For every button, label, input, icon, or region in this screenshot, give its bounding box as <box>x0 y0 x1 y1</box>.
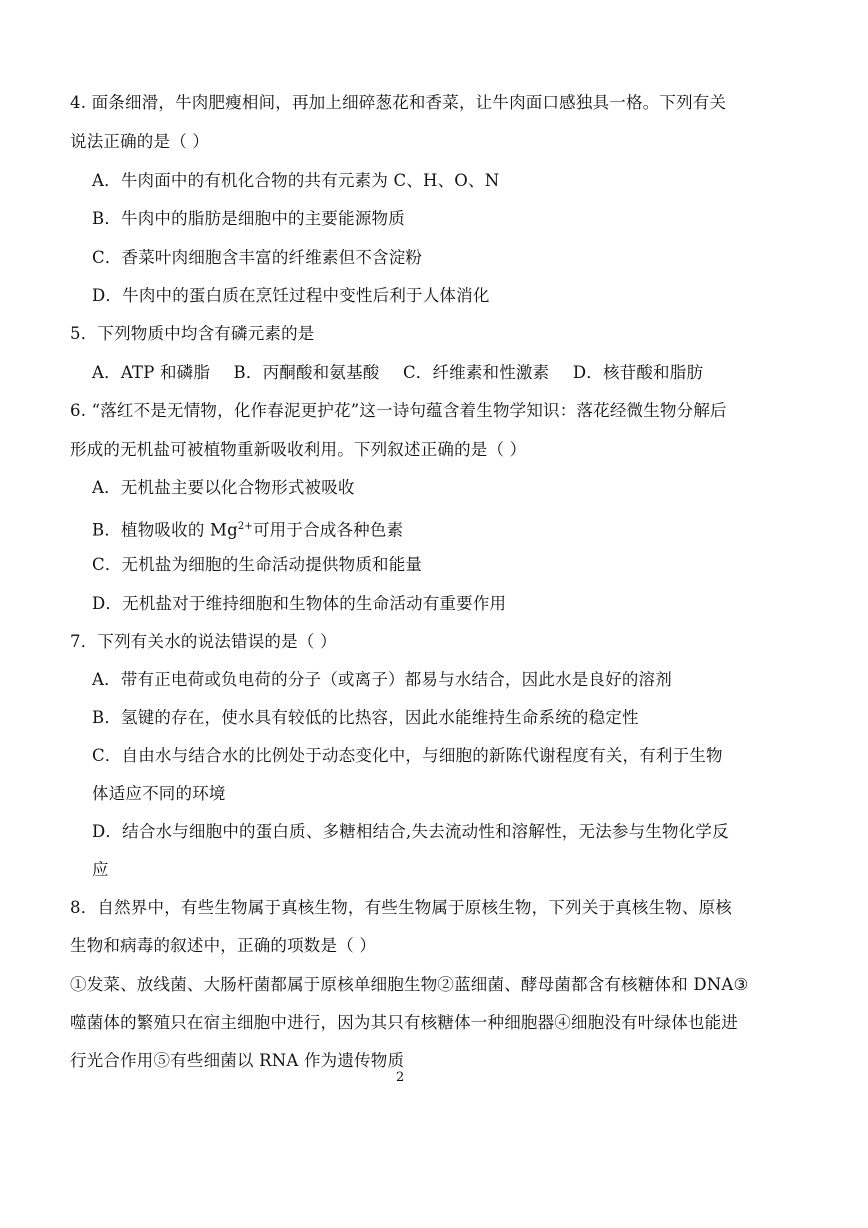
q8-stem-line1: 8．自然界中，有些生物属于真核生物，有些生物属于原核生物，下列关于真核生物、原核 <box>70 898 732 917</box>
q6-option-c: C．无机盐为细胞的生命活动提供物质和能量 <box>92 555 423 574</box>
q4-stem-line2: 说法正确的是（ ） <box>70 132 210 151</box>
q6-stem-line1: 6. “落红不是无情物，化作春泥更护花”这一诗句蕴含着生物学知识：落花经微生物分解后 <box>70 401 727 420</box>
q7-option-c-line1: C．自由水与结合水的比例处于动态变化中，与细胞的新陈代谢程度有关，有利于生物 <box>92 746 723 765</box>
q8-items-line3: 行光合作用⑤有些细菌以 RNA 作为遗传物质 <box>70 1051 405 1070</box>
q4-option-b: B．牛肉中的脂肪是细胞中的主要能源物质 <box>92 209 405 228</box>
q4-option-c: C．香菜叶肉细胞含丰富的纤维素但不含淀粉 <box>92 248 423 267</box>
q8-items-line2: 噬菌体的繁殖只在宿主细胞中进行，因为其只有核糖体一种细胞器④细胞没有叶绿体也能进 <box>70 1013 738 1032</box>
q7-option-c-line2: 体适应不同的环境 <box>92 784 226 803</box>
q7-stem: 7．下列有关水的说法错误的是（ ） <box>70 632 337 651</box>
q5-option-c: C．纤维素和性激素 <box>402 363 550 382</box>
q5-options <box>92 362 721 384</box>
q8-stem-line2: 生物和病毒的叙述中，正确的项数是（ ） <box>70 936 377 955</box>
q5-option-a: A．ATP 和磷脂 <box>92 363 211 382</box>
q7-option-d-line2: 应 <box>92 860 109 879</box>
q4-option-d: D．牛肉中的蛋白质在烹饪过程中变性后利于人体消化 <box>92 286 490 305</box>
page-number: 2 <box>396 1070 405 1085</box>
q6-option-b-post: 可用于合成各种色素 <box>252 520 404 540</box>
q8-items-line1: ①发菜、放线菌、大肠杆菌都属于原核单细胞生物②蓝细菌、酵母菌都含有核糖体和 DNA③ <box>70 975 749 994</box>
q6-option-a: A．无机盐主要以化合物形式被吸收 <box>92 478 355 497</box>
q6-option-b <box>92 516 403 542</box>
q5-option-d: D．核苷酸和脂肪 <box>572 363 704 382</box>
q7-option-a: A．带有正电荷或负电荷的分子（或离子）都易与水结合，因此水是良好的溶剂 <box>92 670 672 689</box>
q7-option-b: B．氢键的存在，使水具有较低的比热容，因此水能维持生命系统的稳定性 <box>92 708 639 727</box>
q4-stem-line1: 4. 面条细滑，牛肉肥瘦相间，再加上细碎葱花和香菜，让牛肉面口感独具一格。下列有关 <box>70 93 727 112</box>
q7-option-d-line1: D．结合水与细胞中的蛋白质、多糖相结合,失去流动性和溶解性，无法参与生物化学反 <box>92 822 729 841</box>
q4-option-a: A．牛肉面中的有机化合物的共有元素为 C、H、O、N <box>92 171 500 190</box>
q6-stem-line2: 形成的无机盐可被植物重新吸收利用。下列叙述正确的是（ ） <box>70 440 527 459</box>
q6-option-d: D．无机盐对于维持细胞和生物体的生命活动有重要作用 <box>92 594 507 613</box>
q6-option-b-pre: B．植物吸收的 Mg <box>92 520 238 540</box>
q6-option-b-sup: 2+ <box>237 521 253 532</box>
q5-stem: 5．下列物质中均含有磷元素的是 <box>70 324 315 343</box>
q5-option-b: B．丙酮酸和氨基酸 <box>233 363 380 382</box>
